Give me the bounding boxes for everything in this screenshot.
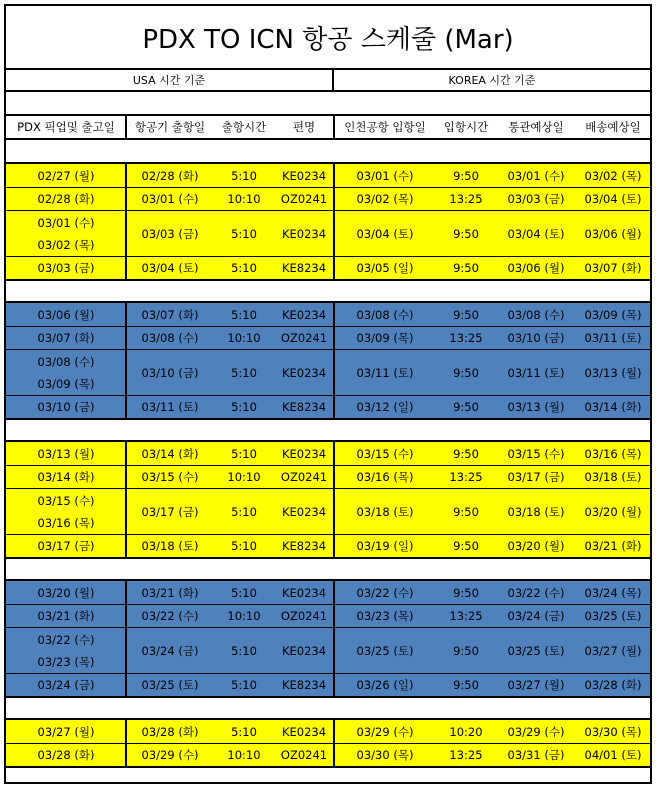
cell-pickup <box>6 674 126 696</box>
table-row <box>6 465 650 488</box>
cell-dep-date: 03/10 (금) <box>141 365 199 380</box>
column-header-pickup: PDX 픽업및 출고일 <box>6 114 126 140</box>
cell-dep-time: 5:10 <box>231 678 257 692</box>
column-divider <box>125 442 127 557</box>
spacer-row <box>6 557 650 581</box>
cell-arr-time: 9:50 <box>453 504 479 519</box>
table-row <box>6 581 650 604</box>
cell-arr-date: 03/18 (토) <box>356 504 414 519</box>
column-header-delivery: 배송예상일 <box>576 114 650 140</box>
cell-arr-date: 03/15 (수) <box>356 446 414 461</box>
cell-flight: KE0234 <box>281 307 327 322</box>
cell-customs: 03/24 (금) <box>507 609 565 623</box>
column-divider <box>333 114 335 140</box>
cell-arr-date: 03/12 (일) <box>356 400 414 414</box>
cell-delivery: 03/02 (목) <box>584 168 642 183</box>
cell-dep-time: 5:10 <box>231 226 257 241</box>
pickup-date: 03/15 (수) <box>37 493 95 508</box>
cell-delivery: 03/13 (월) <box>584 365 642 380</box>
cell-dep-time: 5:10 <box>231 504 257 519</box>
column-divider <box>125 720 127 766</box>
spacer-row <box>6 140 650 164</box>
pickup-date: 03/20 (월) <box>37 585 95 600</box>
cell-dep-time: 10:10 <box>227 609 261 623</box>
cell-dep-time: 10:10 <box>227 748 261 762</box>
table-row <box>6 604 650 627</box>
table-row <box>6 349 650 395</box>
table-row <box>6 673 650 696</box>
cell-arr-time: 13:25 <box>449 192 483 206</box>
cell-arr-date: 03/16 (목) <box>356 470 414 484</box>
cell-pickup <box>6 188 126 210</box>
table-row <box>6 395 650 418</box>
cell-dep-time: 5:10 <box>231 724 257 739</box>
cell-delivery: 03/24 (목) <box>584 585 642 600</box>
cell-dep-date: 03/11 (토) <box>141 400 199 414</box>
cell-arr-date: 03/01 (수) <box>356 168 414 183</box>
korea-time-header: KOREA 시간 기준 <box>334 70 650 92</box>
cell-arr-date: 03/05 (일) <box>356 261 414 275</box>
cell-delivery: 03/21 (화) <box>584 539 642 553</box>
pickup-date: 02/27 (월) <box>37 168 95 183</box>
cell-pickup <box>6 581 126 604</box>
cell-dep-time: 10:10 <box>227 192 261 206</box>
schedule-sheet <box>4 4 652 784</box>
column-header-customs: 통관예상일 <box>496 114 576 140</box>
cell-pickup <box>6 489 126 534</box>
cell-pickup <box>6 535 126 557</box>
pickup-date: 03/08 (수) <box>37 354 95 369</box>
cell-arr-time: 9:50 <box>453 539 479 553</box>
cell-customs: 03/13 (월) <box>507 400 565 414</box>
cell-delivery: 03/07 (화) <box>584 261 642 275</box>
cell-pickup <box>6 303 126 326</box>
cell-dep-date: 03/18 (토) <box>141 539 199 553</box>
cell-dep-time: 5:10 <box>231 400 257 414</box>
cell-dep-date: 03/25 (토) <box>141 678 199 692</box>
column-divider <box>333 581 335 696</box>
usa-time-header: USA 시간 기준 <box>6 70 334 92</box>
cell-customs: 03/25 (토) <box>507 643 565 658</box>
cell-dep-date: 03/04 (토) <box>141 261 199 275</box>
cell-flight: OZ0241 <box>280 331 328 345</box>
pickup-date: 03/22 (수) <box>37 632 95 647</box>
cell-customs: 03/06 (월) <box>507 261 565 275</box>
cell-flight: KE0234 <box>281 504 327 519</box>
cell-customs: 03/17 (금) <box>507 470 565 484</box>
table-row <box>6 303 650 326</box>
cell-customs: 03/08 (수) <box>507 307 565 322</box>
cell-arr-time: 10:20 <box>449 724 483 739</box>
pickup-date: 03/21 (화) <box>37 609 95 623</box>
cell-arr-date: 03/02 (목) <box>356 192 414 206</box>
pickup-date: 03/14 (화) <box>37 470 95 484</box>
cell-arr-date: 03/23 (목) <box>356 609 414 623</box>
cell-dep-date: 03/24 (금) <box>141 643 199 658</box>
cell-flight: OZ0241 <box>280 470 328 484</box>
cell-flight: OZ0241 <box>280 192 328 206</box>
column-header-arr_date: 인천공항 입항일 <box>334 114 436 140</box>
cell-customs: 03/31 (금) <box>507 748 565 762</box>
pickup-date: 03/17 (금) <box>37 539 95 553</box>
cell-dep-date: 03/17 (금) <box>141 504 199 519</box>
cell-arr-time: 9:50 <box>453 643 479 658</box>
column-header-dep_date: 항공기 출항일 <box>126 114 214 140</box>
cell-arr-date: 03/19 (일) <box>356 539 414 553</box>
pickup-date: 03/09 (목) <box>37 376 95 391</box>
column-divider <box>333 720 335 766</box>
cell-arr-time: 13:25 <box>449 609 483 623</box>
cell-delivery: 03/27 (월) <box>584 643 642 658</box>
cell-arr-time: 9:50 <box>453 307 479 322</box>
cell-dep-date: 03/01 (수) <box>141 192 199 206</box>
table-row <box>6 442 650 465</box>
cell-flight: KE0234 <box>281 724 327 739</box>
pickup-date: 03/06 (월) <box>37 307 95 322</box>
cell-dep-time: 5:10 <box>231 643 257 658</box>
pickup-date: 03/24 (금) <box>37 678 95 692</box>
cell-pickup <box>6 744 126 766</box>
cell-customs: 03/10 (금) <box>507 331 565 345</box>
cell-dep-date: 03/07 (화) <box>141 307 199 322</box>
cell-flight: KE0234 <box>281 168 327 183</box>
cell-customs: 03/04 (토) <box>507 226 565 241</box>
column-divider <box>333 303 335 418</box>
cell-delivery: 03/11 (토) <box>584 331 642 345</box>
cell-arr-date: 03/08 (수) <box>356 307 414 322</box>
column-divider <box>125 303 127 418</box>
cell-dep-date: 03/21 (화) <box>141 585 199 600</box>
cell-delivery: 03/06 (월) <box>584 226 642 241</box>
cell-pickup <box>6 628 126 673</box>
table-row <box>6 534 650 557</box>
cell-arr-time: 9:50 <box>453 400 479 414</box>
cell-arr-time: 13:25 <box>449 748 483 762</box>
cell-delivery: 03/30 (목) <box>584 724 642 739</box>
table-row <box>6 256 650 279</box>
pickup-date: 03/27 (월) <box>37 724 95 739</box>
cell-dep-date: 03/28 (화) <box>141 724 199 739</box>
cell-customs: 03/29 (수) <box>507 724 565 739</box>
cell-dep-time: 5:10 <box>231 585 257 600</box>
cell-dep-date: 03/22 (수) <box>141 609 199 623</box>
column-header-flight: 편명 <box>274 114 334 140</box>
cell-dep-date: 03/29 (수) <box>141 748 199 762</box>
cell-customs: 03/22 (수) <box>507 585 565 600</box>
cell-customs: 03/20 (월) <box>507 539 565 553</box>
table-row <box>6 326 650 349</box>
cell-arr-time: 13:25 <box>449 470 483 484</box>
cell-delivery: 04/01 (토) <box>584 748 642 762</box>
column-divider <box>333 164 335 279</box>
cell-flight: KE0234 <box>281 643 327 658</box>
page-title: PDX TO ICN 항공 스케줄 (Mar) <box>6 6 650 70</box>
pickup-date: 03/23 (목) <box>37 654 95 669</box>
column-header-arr_time: 입항시간 <box>436 114 496 140</box>
column-divider <box>333 442 335 557</box>
cell-arr-time: 9:50 <box>453 678 479 692</box>
cell-pickup <box>6 605 126 627</box>
cell-pickup <box>6 327 126 349</box>
cell-customs: 03/11 (토) <box>507 365 565 380</box>
cell-delivery: 03/28 (화) <box>584 678 642 692</box>
cell-arr-date: 03/25 (토) <box>356 643 414 658</box>
cell-dep-time: 10:10 <box>227 470 261 484</box>
spacer-row <box>6 92 650 114</box>
cell-flight: KE8234 <box>281 539 327 553</box>
spacer-row <box>6 696 650 720</box>
cell-arr-time: 9:50 <box>453 446 479 461</box>
cell-arr-date: 03/11 (토) <box>356 365 414 380</box>
cell-flight: OZ0241 <box>280 748 328 762</box>
cell-arr-time: 9:50 <box>453 585 479 600</box>
cell-pickup <box>6 396 126 418</box>
spacer-row <box>6 279 650 303</box>
pickup-date: 02/28 (화) <box>37 192 95 206</box>
cell-pickup <box>6 442 126 465</box>
column-divider <box>125 164 127 279</box>
cell-dep-time: 5:10 <box>231 365 257 380</box>
pickup-date: 03/13 (월) <box>37 446 95 461</box>
cell-arr-time: 9:50 <box>453 365 479 380</box>
cell-arr-date: 03/09 (목) <box>356 331 414 345</box>
cell-dep-time: 10:10 <box>227 331 261 345</box>
cell-flight: KE0234 <box>281 365 327 380</box>
pickup-date: 03/07 (화) <box>37 331 95 345</box>
cell-delivery: 03/25 (토) <box>584 609 642 623</box>
pickup-date: 03/02 (목) <box>37 237 95 252</box>
cell-pickup <box>6 211 126 256</box>
pickup-date: 03/16 (목) <box>37 515 95 530</box>
table-row <box>6 164 650 187</box>
column-header-dep_time: 출항시간 <box>214 114 274 140</box>
cell-customs: 03/01 (수) <box>507 168 565 183</box>
column-divider <box>125 114 127 140</box>
cell-dep-date: 02/28 (화) <box>141 168 199 183</box>
cell-flight: KE8234 <box>281 400 327 414</box>
cell-pickup <box>6 466 126 488</box>
cell-customs: 03/15 (수) <box>507 446 565 461</box>
table-row <box>6 720 650 743</box>
cell-flight: KE0234 <box>281 226 327 241</box>
cell-arr-time: 9:50 <box>453 261 479 275</box>
cell-customs: 03/03 (금) <box>507 192 565 206</box>
cell-dep-date: 03/08 (수) <box>141 331 199 345</box>
pickup-date: 03/10 (금) <box>37 400 95 414</box>
column-divider <box>125 581 127 696</box>
cell-pickup <box>6 720 126 743</box>
cell-customs: 03/27 (월) <box>507 678 565 692</box>
cell-dep-date: 03/03 (금) <box>141 226 199 241</box>
cell-arr-time: 13:25 <box>449 331 483 345</box>
cell-dep-date: 03/14 (화) <box>141 446 199 461</box>
spacer-row <box>6 418 650 442</box>
spacer-row <box>6 766 650 782</box>
cell-delivery: 03/09 (목) <box>584 307 642 322</box>
pickup-date: 03/01 (수) <box>37 215 95 230</box>
cell-arr-time: 9:50 <box>453 226 479 241</box>
cell-dep-date: 03/15 (수) <box>141 470 199 484</box>
cell-arr-date: 03/29 (수) <box>356 724 414 739</box>
cell-flight: KE8234 <box>281 261 327 275</box>
cell-delivery: 03/14 (화) <box>584 400 642 414</box>
cell-delivery: 03/20 (월) <box>584 504 642 519</box>
cell-pickup <box>6 164 126 187</box>
table-row <box>6 187 650 210</box>
cell-delivery: 03/18 (토) <box>584 470 642 484</box>
table-row <box>6 488 650 534</box>
cell-arr-date: 03/30 (목) <box>356 748 414 762</box>
cell-flight: KE0234 <box>281 446 327 461</box>
table-row <box>6 210 650 256</box>
cell-arr-time: 9:50 <box>453 168 479 183</box>
cell-flight: KE8234 <box>281 678 327 692</box>
pickup-date: 03/03 (금) <box>37 261 95 275</box>
cell-flight: OZ0241 <box>280 609 328 623</box>
cell-pickup <box>6 257 126 279</box>
cell-delivery: 03/04 (토) <box>584 192 642 206</box>
table-row <box>6 627 650 673</box>
cell-flight: KE0234 <box>281 585 327 600</box>
cell-dep-time: 5:10 <box>231 446 257 461</box>
cell-pickup <box>6 350 126 395</box>
cell-dep-time: 5:10 <box>231 261 257 275</box>
table-row <box>6 743 650 766</box>
cell-delivery: 03/16 (목) <box>584 446 642 461</box>
cell-arr-date: 03/04 (토) <box>356 226 414 241</box>
pickup-date: 03/28 (화) <box>37 748 95 762</box>
cell-dep-time: 5:10 <box>231 307 257 322</box>
cell-customs: 03/18 (토) <box>507 504 565 519</box>
cell-arr-date: 03/26 (일) <box>356 678 414 692</box>
cell-dep-time: 5:10 <box>231 168 257 183</box>
cell-dep-time: 5:10 <box>231 539 257 553</box>
cell-arr-date: 03/22 (수) <box>356 585 414 600</box>
